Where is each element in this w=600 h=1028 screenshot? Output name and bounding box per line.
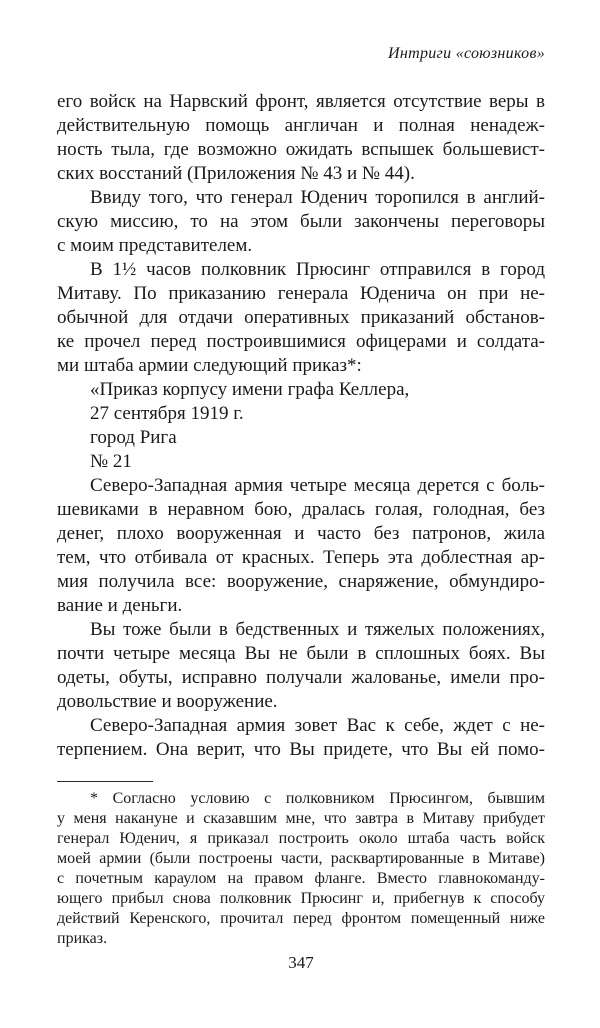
footnote: [57, 789, 545, 949]
text-line: одеты, обуты, исправно получали жалованье, имели про-: [57, 667, 545, 688]
text-line: Северо-Западная армия зовет Вас к себе, ждет с не-: [90, 715, 545, 736]
text-line: В 1½ часов полковник Прюсинг отправился в город: [90, 259, 545, 280]
text-line: почти четыре месяца Вы не были в сплошных боях. Вы: [57, 643, 545, 664]
text-line: терпением. Она верит, что Вы придете, что Вы ей помо-: [57, 739, 545, 760]
text-line: ющего прибыл снова полковник Прюсинг и, прибегнув к способу: [57, 890, 545, 907]
text-line: Северо-Западная армия четыре месяца дерется с боль-: [90, 475, 545, 496]
text-line: мия получила все: вооружение, снаряжение, обмундиро-: [57, 571, 545, 592]
text-line: вание и деньги.: [57, 595, 183, 616]
text-line: денег, плохо вооруженная и часто без патронов, жила: [57, 523, 545, 544]
text-line: 27 сентября 1919 г.: [90, 403, 244, 424]
text-line: город Рига: [90, 427, 177, 448]
text-line: с почетным караулом на правом фланге. Вместо главнокоманду-: [57, 870, 545, 887]
body-text: [57, 90, 545, 762]
text-line: «Приказ корпусу имени графа Келлера,: [90, 379, 410, 400]
text-line: ность тыла, где возможно ожидать вспышек большевист-: [57, 139, 545, 160]
running-header: Интриги «союзников»: [388, 45, 545, 62]
text-line: тем, что отбивала от красных. Теперь эта доблестная ар-: [57, 547, 545, 568]
footnote-separator-rule: [57, 781, 153, 782]
text-line: № 21: [90, 451, 132, 472]
text-line: Вы тоже были в бедственных и тяжелых положениях,: [90, 619, 545, 640]
text-line: * Согласно условию с полковником Прюсингом, бывшим: [90, 790, 545, 807]
text-line: ских восстаний (Приложения № 43 и № 44).: [57, 163, 415, 184]
text-line: действий Керенского, прочитал перед фронтом помещенный ниже: [57, 910, 545, 927]
text-line: довольствие и вооружение.: [57, 691, 278, 712]
text-line: Ввиду того, что генерал Юденич торопился в англий-: [90, 187, 545, 208]
text-line: ке прочел перед построившимися офицерами и солдата-: [57, 331, 545, 352]
text-line: ми штаба армии следующий приказ*:: [57, 355, 362, 376]
text-line: обычной для отдачи оперативных приказаний обстанов-: [57, 307, 545, 328]
text-line: моей армии (были построены части, расквартированные в Митаве): [57, 850, 545, 867]
text-line: приказ.: [57, 930, 108, 947]
page-number: 347: [288, 953, 314, 972]
text-line: шевиками в неравном бою, дралась голая, голодная, без: [57, 499, 545, 520]
text-line: с моим представителем.: [57, 235, 253, 256]
text-line: скую миссию, то на этом были закончены переговоры: [57, 211, 545, 232]
text-line: действительную помощь англичан и полная ненадеж-: [57, 115, 545, 136]
text-line: его войск на Нарвский фронт, является отсутствие веры в: [57, 91, 545, 112]
text-line: у меня накануне и сказавшим мне, что завтра в Митаву прибудет: [57, 810, 545, 827]
text-line: генерал Юденич, я приказал построить около штаба часть войск: [57, 830, 545, 847]
text-line: Митаву. По приказанию генерала Юденича он при не-: [57, 283, 545, 304]
